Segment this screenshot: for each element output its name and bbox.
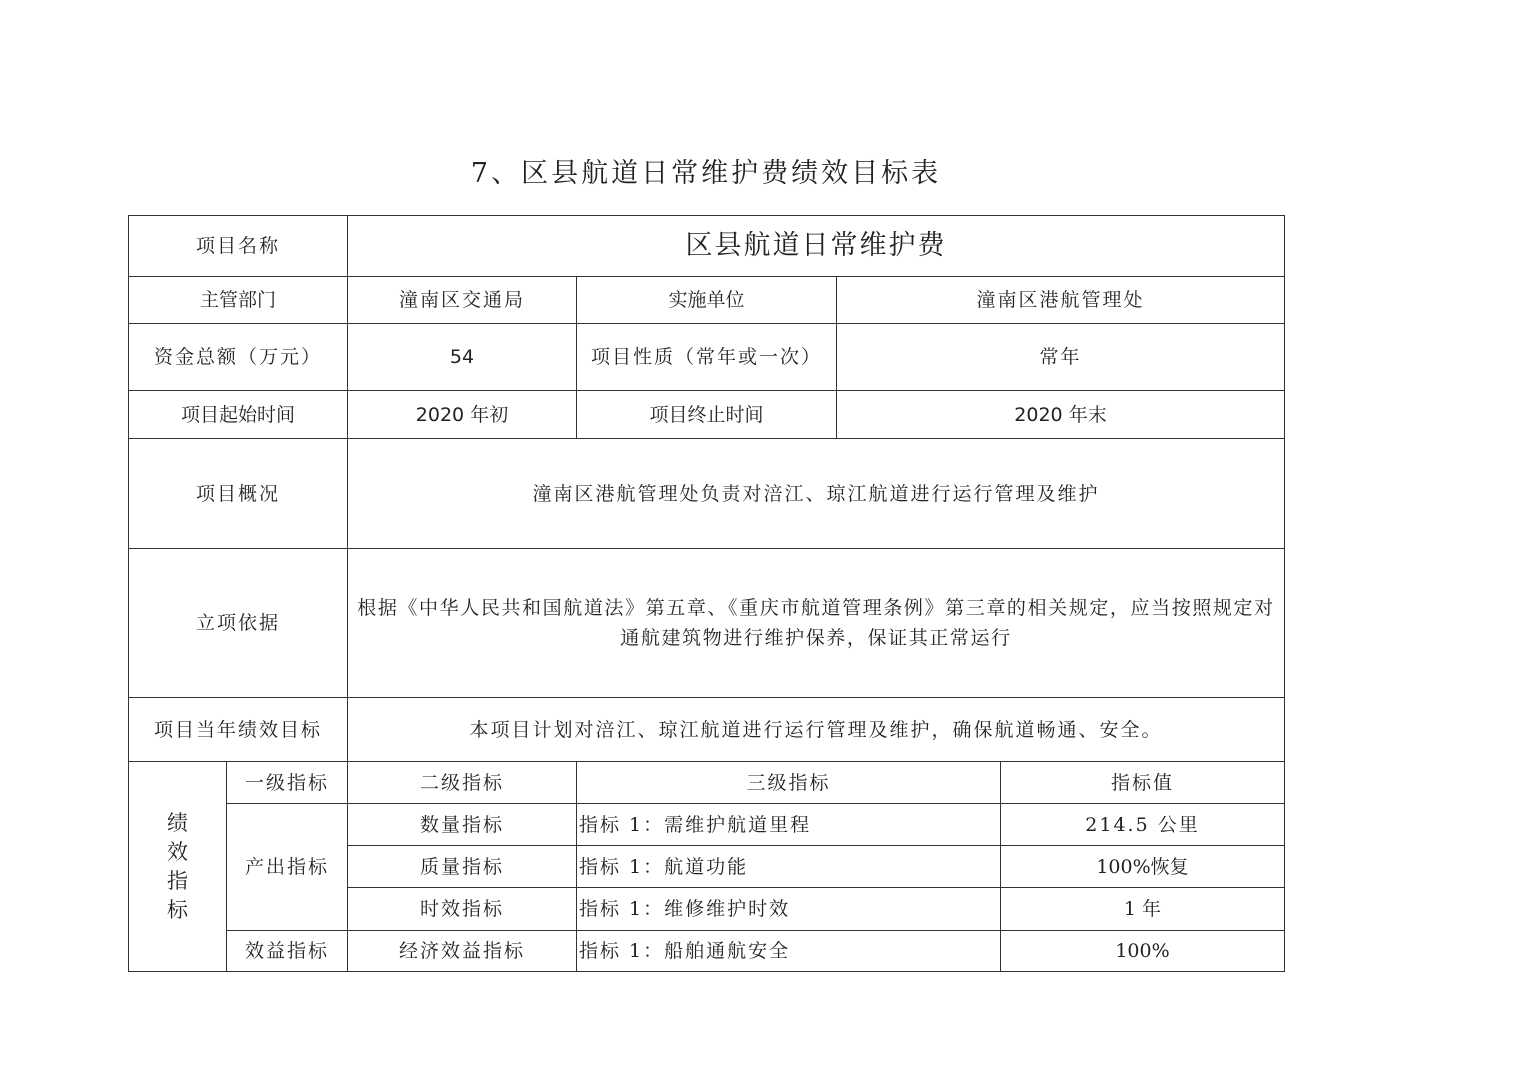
end-value: 2020 年末 — [836, 390, 1285, 439]
table-row-value: 1 年 — [1000, 887, 1285, 931]
overview-value: 潼南区港航管理处负责对涪江、琼江航道进行运行管理及维护 — [347, 438, 1285, 549]
benefit-group-label: 效益指标 — [226, 930, 348, 972]
implementer-label: 实施单位 — [576, 276, 837, 324]
funds-value: 54 — [347, 323, 577, 391]
department-label: 主管部门 — [128, 276, 348, 324]
table-row-level2: 时效指标 — [347, 887, 577, 931]
table-row-level2: 经济效益指标 — [347, 930, 577, 972]
funds-label: 资金总额（万元） — [128, 323, 348, 391]
annual-goal-value: 本项目计划对涪江、琼江航道进行运行管理及维护，确保航道畅通、安全。 — [347, 697, 1285, 762]
table-row-value: 100% — [1000, 930, 1285, 972]
project-name-value: 区县航道日常维护费 — [347, 215, 1285, 277]
end-label: 项目终止时间 — [576, 390, 837, 439]
start-value: 2020 年初 — [347, 390, 577, 439]
indicators-section-char: 效 — [167, 839, 188, 864]
department-value: 潼南区交通局 — [347, 276, 577, 324]
project-name-label: 项目名称 — [128, 215, 348, 277]
header-level2: 二级指标 — [347, 761, 577, 804]
table-row-value: 214.5 公里 — [1000, 803, 1285, 846]
overview-label: 项目概况 — [128, 438, 348, 549]
header-level1: 一级指标 — [226, 761, 348, 804]
header-level3: 三级指标 — [576, 761, 1001, 804]
implementer-value: 潼南区港航管理处 — [836, 276, 1285, 324]
nature-value: 常年 — [836, 323, 1285, 391]
basis-label: 立项依据 — [128, 548, 348, 698]
header-value: 指标值 — [1000, 761, 1285, 804]
basis-value: 根据《中华人民共和国航道法》第五章、《重庆市航道管理条例》第三章的相关规定，应当按照规定对通航建筑物进行维护保养，保证其正常运行 — [347, 548, 1285, 698]
indicators-section-char: 绩 — [167, 810, 188, 835]
table-row-level3: 指标 1：航道功能 — [576, 845, 1001, 888]
performance-table — [128, 215, 1285, 972]
indicators-section-label — [128, 761, 227, 972]
table-row-level2: 质量指标 — [347, 845, 577, 888]
output-group-label: 产出指标 — [226, 803, 348, 931]
table-row-level3: 指标 1：维修维护时效 — [576, 887, 1001, 931]
start-label: 项目起始时间 — [128, 390, 348, 439]
nature-label: 项目性质（常年或一次） — [576, 323, 837, 391]
table-row-level2: 数量指标 — [347, 803, 577, 846]
annual-goal-label: 项目当年绩效目标 — [128, 697, 348, 762]
table-row-value: 100%恢复 — [1000, 845, 1285, 888]
table-row-level3: 指标 1：需维护航道里程 — [576, 803, 1001, 846]
table-row-level3: 指标 1：船舶通航安全 — [576, 930, 1001, 972]
indicators-section-char: 指 — [167, 868, 188, 893]
page-title: 7、区县航道日常维护费绩效目标表 — [470, 158, 942, 189]
indicators-section-char: 标 — [167, 897, 188, 922]
